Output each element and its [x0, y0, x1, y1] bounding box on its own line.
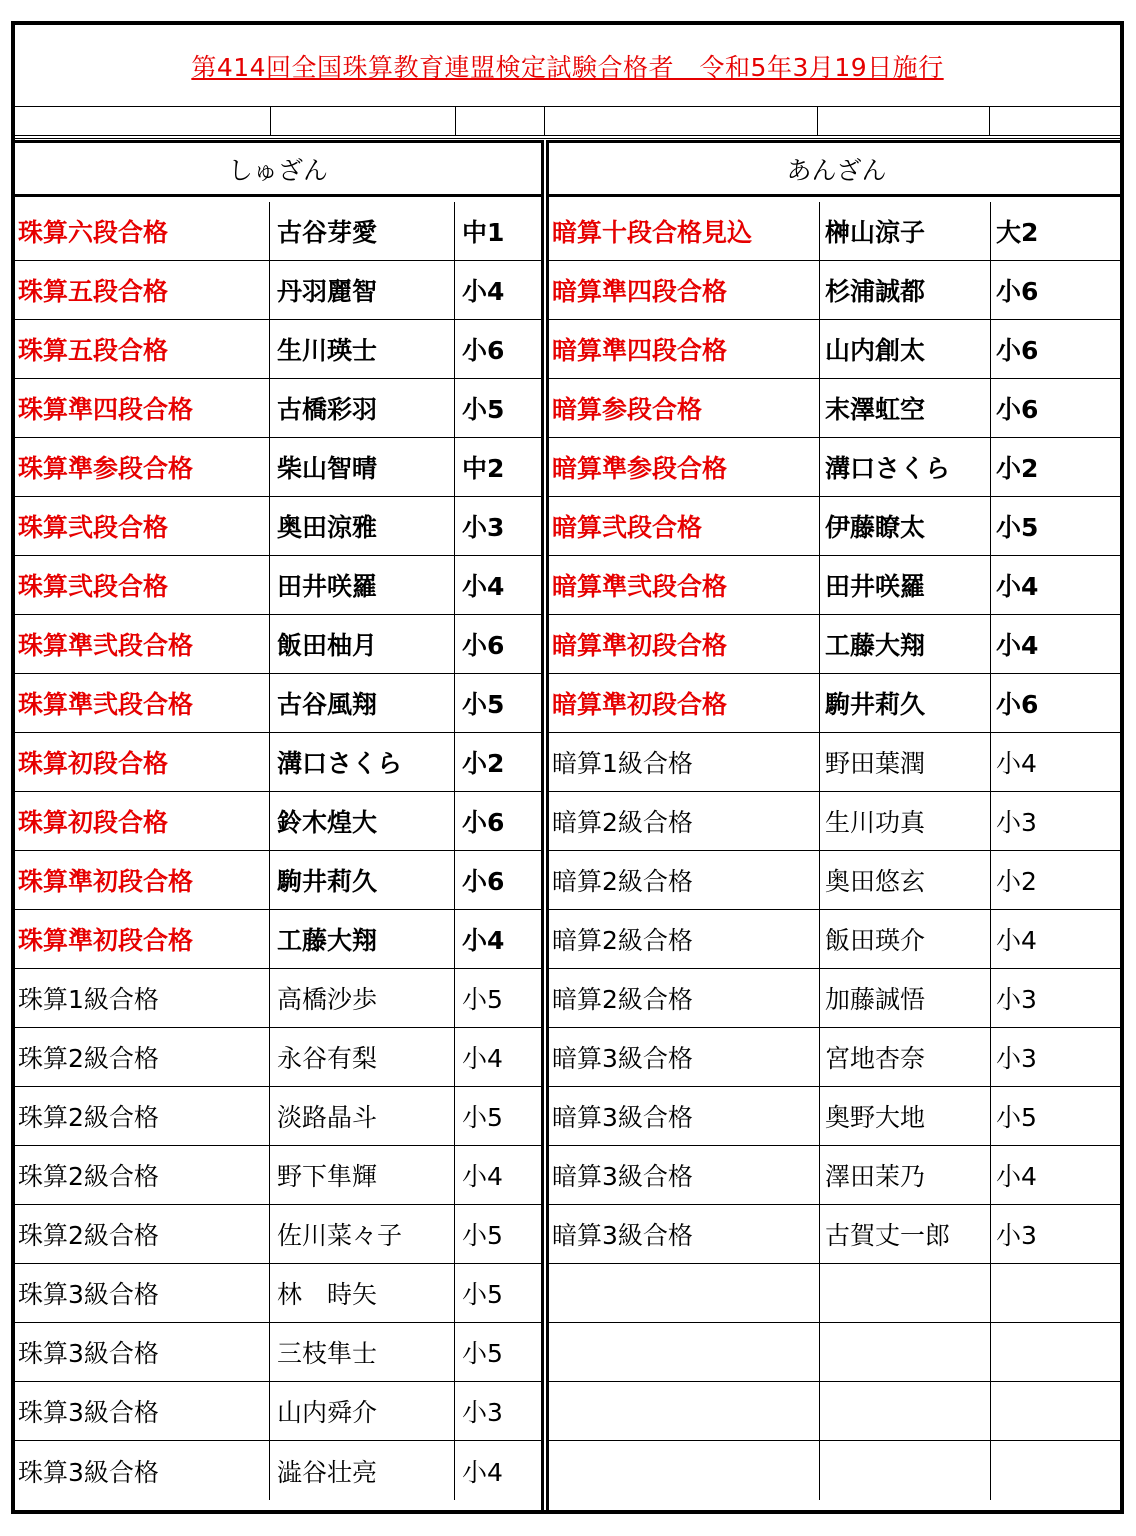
grade-cell: 暗算2級合格 [549, 792, 820, 850]
school-year-cell: 小3 [996, 808, 1037, 837]
table-row [15, 1323, 541, 1382]
school-year-cell: 小4 [996, 926, 1037, 955]
grade-cell: 暗算2級合格 [549, 851, 820, 909]
school-year-cell: 小6 [996, 277, 1039, 306]
school-year-cell: 小4 [462, 277, 505, 306]
grade-cell: 珠算準四段合格 [15, 379, 270, 437]
school-year-cell: 小3 [996, 1044, 1037, 1073]
grade-cell: 暗算弐段合格 [549, 497, 820, 555]
page-title: 第414回全国珠算教育連盟検定試験合格者 令和5年3月19日施行 [191, 52, 944, 82]
school-year-cell: 小5 [462, 985, 503, 1014]
table-row [15, 851, 541, 910]
grade-cell: 珠算3級合格 [15, 1441, 270, 1500]
table-row [549, 851, 1124, 910]
school-year-cell: 小6 [996, 395, 1039, 424]
table-row [549, 615, 1124, 674]
school-year-cell: 小5 [462, 1280, 503, 1309]
school-year-cell [991, 1382, 1121, 1440]
name-cell: 古谷風翔 [270, 674, 455, 732]
table-row [15, 1382, 541, 1441]
table-row [15, 1146, 541, 1205]
school-year-cell: 中1 [462, 218, 505, 247]
grade-cell: 珠算2級合格 [15, 1087, 270, 1145]
table-row [15, 1028, 541, 1087]
table-row [15, 379, 541, 438]
grade-cell: 珠算準初段合格 [15, 910, 270, 968]
name-cell [820, 1264, 991, 1322]
name-cell: 生川功真 [820, 792, 991, 850]
name-cell: 林 時矢 [270, 1264, 455, 1322]
table-row [549, 556, 1124, 615]
school-year-cell: 小4 [996, 572, 1039, 601]
name-cell: 工藤大翔 [820, 615, 991, 673]
name-cell: 田井咲羅 [820, 556, 991, 614]
name-cell: 高橋沙歩 [270, 969, 455, 1027]
table-row [15, 261, 541, 320]
name-cell: 奥田悠玄 [820, 851, 991, 909]
grade-cell: 暗算準初段合格 [549, 615, 820, 673]
table-row [15, 674, 541, 733]
name-cell: 山内創太 [820, 320, 991, 378]
table-row [15, 1205, 541, 1264]
name-cell: 永谷有梨 [270, 1028, 455, 1086]
table-row [549, 1382, 1124, 1441]
school-year-cell: 小5 [996, 1103, 1037, 1132]
table-row [15, 320, 541, 379]
name-cell: 古谷芽愛 [270, 202, 455, 260]
name-cell: 鈴木煌大 [270, 792, 455, 850]
table-row [549, 261, 1124, 320]
grade-cell: 暗算2級合格 [549, 910, 820, 968]
school-year-cell: 小6 [462, 336, 505, 365]
table-row [549, 497, 1124, 556]
school-year-cell: 小6 [462, 631, 505, 660]
school-year-cell: 小5 [462, 690, 505, 719]
grade-cell: 暗算準四段合格 [549, 261, 820, 319]
name-cell: 杉浦誠都 [820, 261, 991, 319]
name-cell: 野田葉潤 [820, 733, 991, 791]
name-cell: 工藤大翔 [270, 910, 455, 968]
name-cell: 溝口さくら [820, 438, 991, 496]
school-year-cell: 中2 [462, 454, 505, 483]
school-year-cell: 小3 [462, 1398, 503, 1427]
name-cell: 野下隼輝 [270, 1146, 455, 1204]
name-cell: 伊藤瞭太 [820, 497, 991, 555]
grade-cell: 珠算五段合格 [15, 320, 270, 378]
grade-cell [549, 1441, 820, 1500]
school-year-cell: 小4 [462, 1162, 503, 1191]
table-row [15, 910, 541, 969]
table-row [549, 1087, 1124, 1146]
school-year-cell: 小5 [462, 1221, 503, 1250]
divider-line [15, 138, 1120, 139]
school-year-cell: 小6 [996, 336, 1039, 365]
grade-cell: 暗算3級合格 [549, 1205, 820, 1263]
shuzan-rows [15, 202, 541, 1500]
name-cell: 柴山智晴 [270, 438, 455, 496]
table-row [15, 1264, 541, 1323]
name-cell: 佐川菜々子 [270, 1205, 455, 1263]
grade-cell: 暗算準参段合格 [549, 438, 820, 496]
name-cell: 古賀丈一郎 [820, 1205, 991, 1263]
school-year-cell: 小2 [462, 749, 505, 778]
school-year-cell: 小5 [462, 1339, 503, 1368]
grade-cell: 珠算弐段合格 [15, 556, 270, 614]
table-row [15, 556, 541, 615]
table-row [549, 1264, 1124, 1323]
name-cell: 加藤誠悟 [820, 969, 991, 1027]
spacer-divider [544, 107, 545, 135]
school-year-cell: 小4 [996, 1162, 1037, 1191]
table-row [549, 792, 1124, 851]
name-cell: 山内舜介 [270, 1382, 455, 1440]
name-cell: 澁谷壮亮 [270, 1441, 455, 1500]
school-year-cell: 小5 [462, 395, 505, 424]
school-year-cell: 小2 [996, 867, 1037, 896]
name-cell: 生川瑛士 [270, 320, 455, 378]
spacer-divider [817, 107, 818, 135]
spacer-divider [270, 107, 271, 135]
spacer-divider [455, 107, 456, 135]
grade-cell: 珠算準弐段合格 [15, 615, 270, 673]
grade-cell: 暗算準弐段合格 [549, 556, 820, 614]
name-cell: 丹羽麗智 [270, 261, 455, 319]
table-row [15, 202, 541, 261]
name-cell: 駒井莉久 [270, 851, 455, 909]
school-year-cell: 小3 [996, 985, 1037, 1014]
name-cell: 宮地杏奈 [820, 1028, 991, 1086]
table-row [549, 1323, 1124, 1382]
name-cell: 古橋彩羽 [270, 379, 455, 437]
table-row [15, 733, 541, 792]
school-year-cell: 小3 [462, 513, 505, 542]
school-year-cell: 小4 [996, 749, 1037, 778]
school-year-cell [991, 1441, 1121, 1500]
shuzan-panel [15, 140, 544, 1510]
grade-cell: 珠算2級合格 [15, 1146, 270, 1204]
spacer-divider [989, 107, 990, 135]
table-row [549, 202, 1124, 261]
name-cell: 田井咲羅 [270, 556, 455, 614]
name-cell: 末澤虹空 [820, 379, 991, 437]
name-cell: 三枝隼士 [270, 1323, 455, 1381]
table-row [549, 674, 1124, 733]
grade-cell: 暗算3級合格 [549, 1028, 820, 1086]
table-row [549, 910, 1124, 969]
anzan-panel [546, 140, 1124, 1510]
grade-cell: 暗算3級合格 [549, 1146, 820, 1204]
shuzan-header: しゅざん [15, 143, 541, 197]
name-cell: 奥田涼雅 [270, 497, 455, 555]
grade-cell: 珠算準弐段合格 [15, 674, 270, 732]
table-row [549, 1146, 1124, 1205]
grade-cell: 暗算1級合格 [549, 733, 820, 791]
grade-cell: 暗算2級合格 [549, 969, 820, 1027]
grade-cell: 珠算準参段合格 [15, 438, 270, 496]
school-year-cell: 小5 [462, 1103, 503, 1132]
table-row [549, 438, 1124, 497]
school-year-cell: 小6 [996, 690, 1039, 719]
grade-cell [549, 1264, 820, 1322]
name-cell: 飯田柚月 [270, 615, 455, 673]
name-cell [820, 1323, 991, 1381]
grade-cell: 珠算弐段合格 [15, 497, 270, 555]
blank-spacer-row [15, 106, 1120, 136]
name-cell: 澤田茉乃 [820, 1146, 991, 1204]
table-row [15, 438, 541, 497]
grade-cell [549, 1382, 820, 1440]
name-cell: 溝口さくら [270, 733, 455, 791]
grade-cell: 暗算十段合格見込 [549, 202, 820, 260]
table-row [15, 497, 541, 556]
school-year-cell: 小4 [462, 1457, 503, 1487]
table-row [549, 1441, 1124, 1500]
name-cell: 榊山涼子 [820, 202, 991, 260]
grade-cell [549, 1323, 820, 1381]
grade-cell: 珠算3級合格 [15, 1382, 270, 1440]
grade-cell: 暗算準初段合格 [549, 674, 820, 732]
grade-cell: 暗算3級合格 [549, 1087, 820, 1145]
grade-cell: 珠算六段合格 [15, 202, 270, 260]
grade-cell: 珠算3級合格 [15, 1323, 270, 1381]
table-row [15, 615, 541, 674]
table-row [549, 320, 1124, 379]
school-year-cell: 小4 [462, 926, 505, 955]
name-cell: 奥野大地 [820, 1087, 991, 1145]
grade-cell: 珠算準初段合格 [15, 851, 270, 909]
school-year-cell: 大2 [996, 218, 1039, 247]
grade-cell: 珠算2級合格 [15, 1205, 270, 1263]
name-cell: 駒井莉久 [820, 674, 991, 732]
name-cell [820, 1382, 991, 1440]
grade-cell: 珠算2級合格 [15, 1028, 270, 1086]
grade-cell: 珠算3級合格 [15, 1264, 270, 1322]
school-year-cell: 小6 [462, 867, 505, 896]
table-row [549, 733, 1124, 792]
grade-cell: 珠算初段合格 [15, 792, 270, 850]
grade-cell: 暗算準四段合格 [549, 320, 820, 378]
school-year-cell [991, 1323, 1121, 1381]
school-year-cell: 小2 [996, 454, 1039, 483]
table-row [549, 379, 1124, 438]
table-row [15, 1441, 541, 1500]
table-row [15, 969, 541, 1028]
school-year-cell: 小5 [996, 513, 1039, 542]
anzan-rows [549, 202, 1124, 1500]
grade-cell: 暗算参段合格 [549, 379, 820, 437]
school-year-cell: 小4 [462, 572, 505, 601]
grade-cell: 珠算初段合格 [15, 733, 270, 791]
name-cell [820, 1441, 991, 1500]
table-row [549, 1205, 1124, 1264]
school-year-cell: 小4 [996, 631, 1039, 660]
anzan-header: あんざん [549, 143, 1124, 197]
grade-cell: 珠算1級合格 [15, 969, 270, 1027]
school-year-cell: 小4 [462, 1044, 503, 1073]
school-year-cell: 小3 [996, 1221, 1037, 1250]
name-cell: 飯田瑛介 [820, 910, 991, 968]
table-row [15, 792, 541, 851]
school-year-cell: 小6 [462, 808, 505, 837]
grade-cell: 珠算五段合格 [15, 261, 270, 319]
table-row [15, 1087, 541, 1146]
results-sheet [11, 21, 1124, 1514]
name-cell: 淡路晶斗 [270, 1087, 455, 1145]
school-year-cell [991, 1264, 1121, 1322]
table-row [549, 969, 1124, 1028]
table-row [549, 1028, 1124, 1087]
